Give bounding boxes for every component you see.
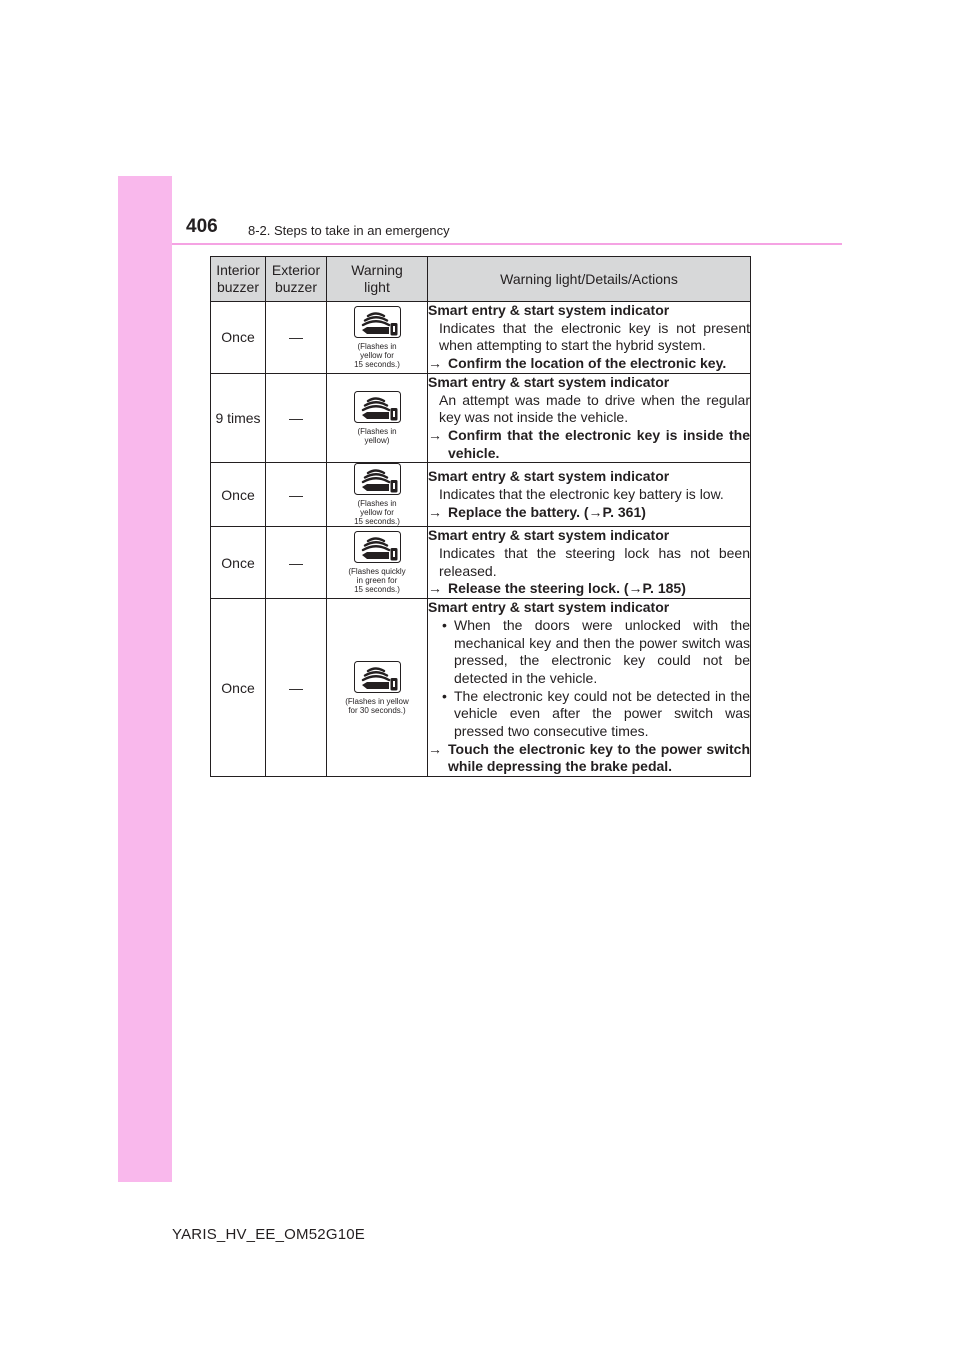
arrow-icon: → xyxy=(428,426,442,443)
details-cell xyxy=(428,463,751,527)
warning-light-cell xyxy=(327,373,428,463)
action-text: → Touch the electronic key to the power switch while depressing the brake pedal. xyxy=(428,740,750,775)
table-row xyxy=(211,527,751,599)
header-exterior-buzzer: Exterior buzzer xyxy=(266,257,327,302)
smart-key-indicator-icon xyxy=(354,306,401,338)
indicator-details: Indicates that the steering lock has not been released. xyxy=(439,545,750,579)
light-caption: (Flashes quickly in green for 15 seconds.) xyxy=(348,567,406,595)
action-text: → Confirm that the electronic key is inside the vehicle. xyxy=(428,426,750,461)
interior-buzzer-cell: Once xyxy=(211,599,266,777)
arrow-icon: → xyxy=(428,355,442,372)
indicator-title: Smart entry & start system indicator xyxy=(428,373,670,390)
page-number: 406 xyxy=(186,216,218,237)
warning-light-cell xyxy=(327,302,428,374)
details-cell xyxy=(428,373,751,463)
list-item: • The electronic key could not be detected in the vehicle even after the power switch was pressed two consecutive times. xyxy=(442,687,750,740)
indicator-title: Smart entry & start system indicator xyxy=(428,527,670,544)
light-caption: (Flashes in yellow for 30 seconds.) xyxy=(345,696,409,715)
header-details: Warning light/Details/Actions xyxy=(428,257,751,302)
exterior-buzzer-cell: — xyxy=(266,527,327,599)
arrow-icon: → xyxy=(428,580,442,597)
smart-key-indicator-icon xyxy=(354,391,401,423)
details-cell xyxy=(428,527,751,599)
warning-light-cell xyxy=(327,463,428,527)
exterior-buzzer-cell: — xyxy=(266,599,327,777)
header-warning-light: Warning light xyxy=(327,257,428,302)
table-row xyxy=(211,302,751,374)
indicator-title: Smart entry & start system indicator xyxy=(428,302,670,318)
header-interior-buzzer: Interior buzzer xyxy=(211,257,266,302)
warning-light-cell xyxy=(327,599,428,777)
interior-buzzer-cell: Once xyxy=(211,527,266,599)
action-text: → Confirm the location of the electronic key. xyxy=(428,355,727,372)
action-text: → Replace the battery. (→P. 361) xyxy=(428,503,646,520)
details-cell xyxy=(428,302,751,374)
smart-key-indicator-icon xyxy=(354,531,401,563)
document-code: YARIS_HV_EE_OM52G10E xyxy=(172,1226,365,1243)
header-rule xyxy=(172,243,842,245)
list-item: • When the doors were unlocked with the mechanical key and then the power switch was pressed, the electronic key could not be detected in the vehicle. xyxy=(442,616,750,686)
interior-buzzer-cell: 9 times xyxy=(211,373,266,463)
light-caption: (Flashes in yellow for 15 seconds.) xyxy=(354,499,400,527)
arrow-icon: → xyxy=(428,503,442,520)
exterior-buzzer-cell: — xyxy=(266,302,327,374)
table-row xyxy=(211,373,751,463)
light-caption: (Flashes in yellow) xyxy=(357,427,397,446)
section-title: 8-2. Steps to take in an emergency xyxy=(248,223,450,238)
interior-buzzer-cell: Once xyxy=(211,302,266,374)
bullet-mark: • xyxy=(442,687,447,704)
indicator-details: Indicates that the electronic key is not present when attempting to start the hybrid system. xyxy=(439,319,750,354)
bullet-list xyxy=(428,617,750,741)
light-caption: (Flashes in yellow for 15 seconds.) xyxy=(354,341,400,369)
arrow-icon: → xyxy=(428,740,442,757)
warning-light-cell xyxy=(327,527,428,599)
exterior-buzzer-cell: — xyxy=(266,463,327,527)
bullet-mark: • xyxy=(442,616,447,633)
indicator-details: An attempt was made to drive when the regular key was not inside the vehicle. xyxy=(439,391,750,426)
exterior-buzzer-cell: — xyxy=(266,373,327,463)
side-tab-band xyxy=(118,176,172,1182)
table-row xyxy=(211,463,751,527)
indicator-title: Smart entry & start system indicator xyxy=(428,468,670,485)
interior-buzzer-cell: Once xyxy=(211,463,266,527)
warning-light-table xyxy=(210,256,751,777)
indicator-details: Indicates that the electronic key battery is low. xyxy=(439,485,724,502)
table-header-row xyxy=(211,257,751,302)
smart-key-indicator-icon xyxy=(354,463,401,495)
details-cell xyxy=(428,599,751,777)
indicator-title: Smart entry & start system indicator xyxy=(428,599,670,616)
smart-key-indicator-icon xyxy=(354,661,401,693)
table-row xyxy=(211,599,751,777)
action-text: → Release the steering lock. (→P. 185) xyxy=(428,580,686,597)
